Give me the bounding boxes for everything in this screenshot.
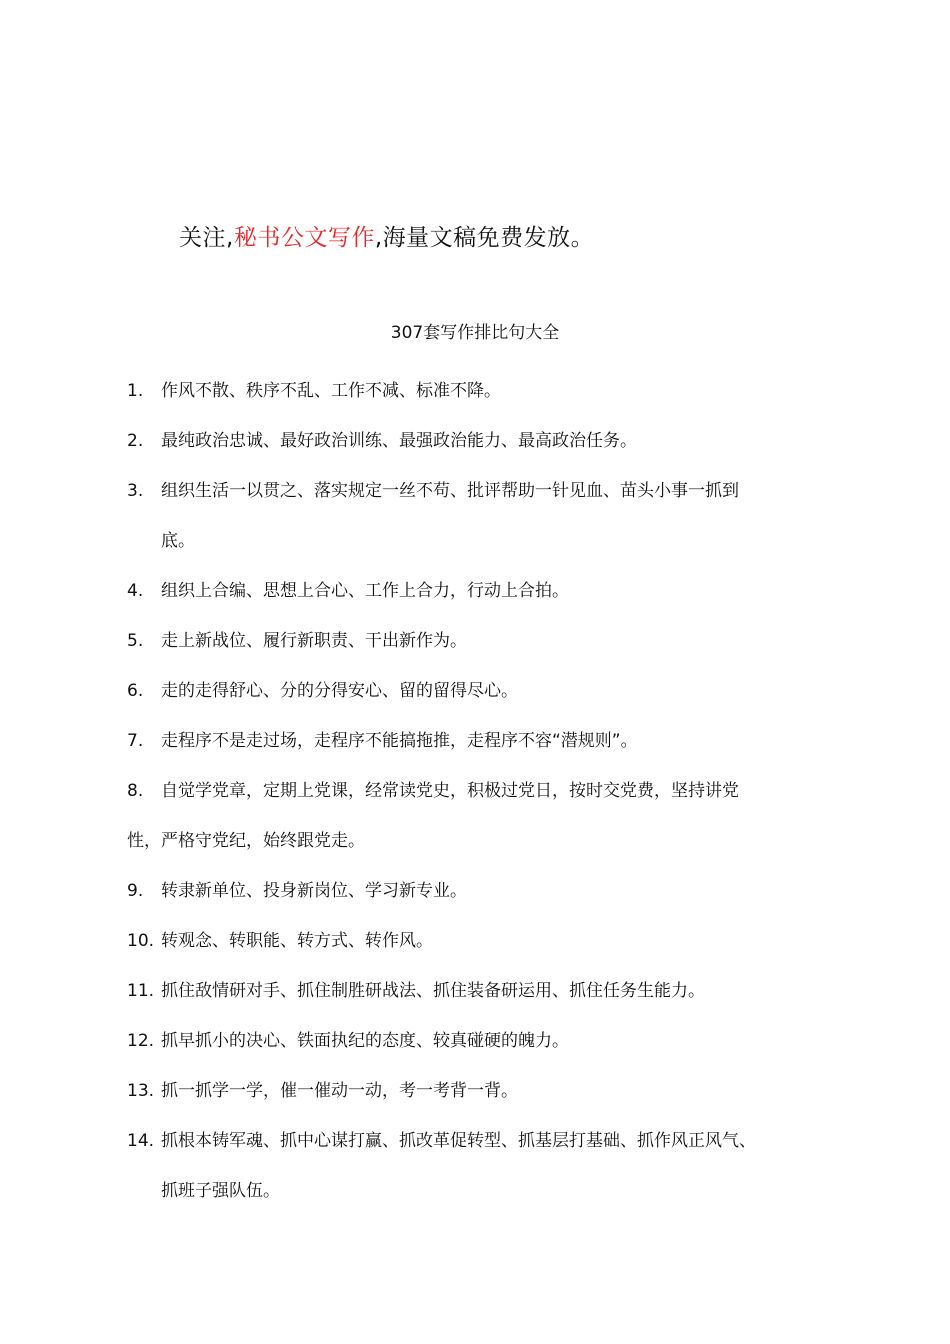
item-text: 转隶新单位、投身新岗位、学习新专业。 (161, 881, 467, 901)
item-number: 1. (127, 381, 144, 401)
item-text: 走程序不是走过场，走程序不能搞拖推，走程序不容“潜规则”。 (161, 731, 638, 751)
banner-prefix: 关注, (179, 225, 234, 251)
document-title: 307套写作排比句大全 (390, 323, 560, 343)
sentence-list (127, 366, 842, 1216)
item-text: 转观念、转职能、转方式、转作风。 (161, 931, 433, 951)
item-text: 走上新战位、履行新职责、干出新作为。 (161, 631, 467, 651)
list-item (127, 366, 842, 416)
item-number: 3. (127, 481, 144, 501)
list-item (127, 916, 842, 966)
item-text: 最纯政治忠诚、最好政治训练、最强政治能力、最高政治任务。 (161, 431, 637, 451)
promo-banner (179, 218, 594, 258)
item-text: 作风不散、秩序不乱、工作不减、标准不降。 (161, 381, 501, 401)
item-number: 12. (127, 1031, 155, 1051)
item-text: 组织上合编、思想上合心、工作上合力，行动上合拍。 (161, 581, 569, 601)
item-text: 抓早抓小的决心、铁面执纪的态度、较真碰硬的魄力。 (161, 1031, 569, 1051)
banner-highlight: 秘书公文写作 (233, 225, 375, 251)
item-text: 抓根本铸军魂、抓中心谋打赢、抓改革促转型、抓基层打基础、抓作风正风气、 (161, 1131, 756, 1151)
item-text: 自觉学党章，定期上党课，经常读党史，积极过党日，按时交党费，坚持讲党 (161, 781, 739, 801)
item-text: 抓住敌情研对手、抓住制胜研战法、抓住装备研运用、抓住任务生能力。 (161, 981, 705, 1001)
list-item (127, 466, 842, 566)
list-item (127, 716, 842, 766)
item-number: 10. (127, 931, 155, 951)
list-item (127, 766, 842, 866)
item-number: 9. (127, 881, 144, 901)
item-number: 13. (127, 1081, 155, 1101)
item-number: 6. (127, 681, 144, 701)
item-number: 11. (127, 981, 155, 1001)
item-text: 抓一抓学一学，催一催动一动，考一考背一背。 (161, 1081, 518, 1101)
list-item (127, 1116, 842, 1216)
item-number: 5. (127, 631, 144, 651)
item-text-continued: 性，严格守党纪，始终跟党走。 (127, 831, 365, 851)
item-number: 7. (127, 731, 144, 751)
list-item (127, 1066, 842, 1116)
list-item (127, 566, 842, 616)
item-text: 走的走得舒心、分的分得安心、留的留得尽心。 (161, 681, 518, 701)
item-text: 组织生活一以贯之、落实规定一丝不苟、批评帮助一针见血、苗头小事一抓到 (161, 481, 739, 501)
item-text-continued: 抓班子强队伍。 (161, 1181, 280, 1201)
item-number: 8. (127, 781, 144, 801)
list-item (127, 666, 842, 716)
item-number: 2. (127, 431, 144, 451)
item-number: 4. (127, 581, 144, 601)
list-item (127, 416, 842, 466)
list-item (127, 966, 842, 1016)
item-text-continued: 底。 (161, 531, 195, 551)
list-item (127, 616, 842, 666)
list-item (127, 1016, 842, 1066)
banner-suffix: ,海量文稿免费发放。 (374, 225, 595, 251)
item-number: 14. (127, 1131, 155, 1151)
list-item (127, 866, 842, 916)
